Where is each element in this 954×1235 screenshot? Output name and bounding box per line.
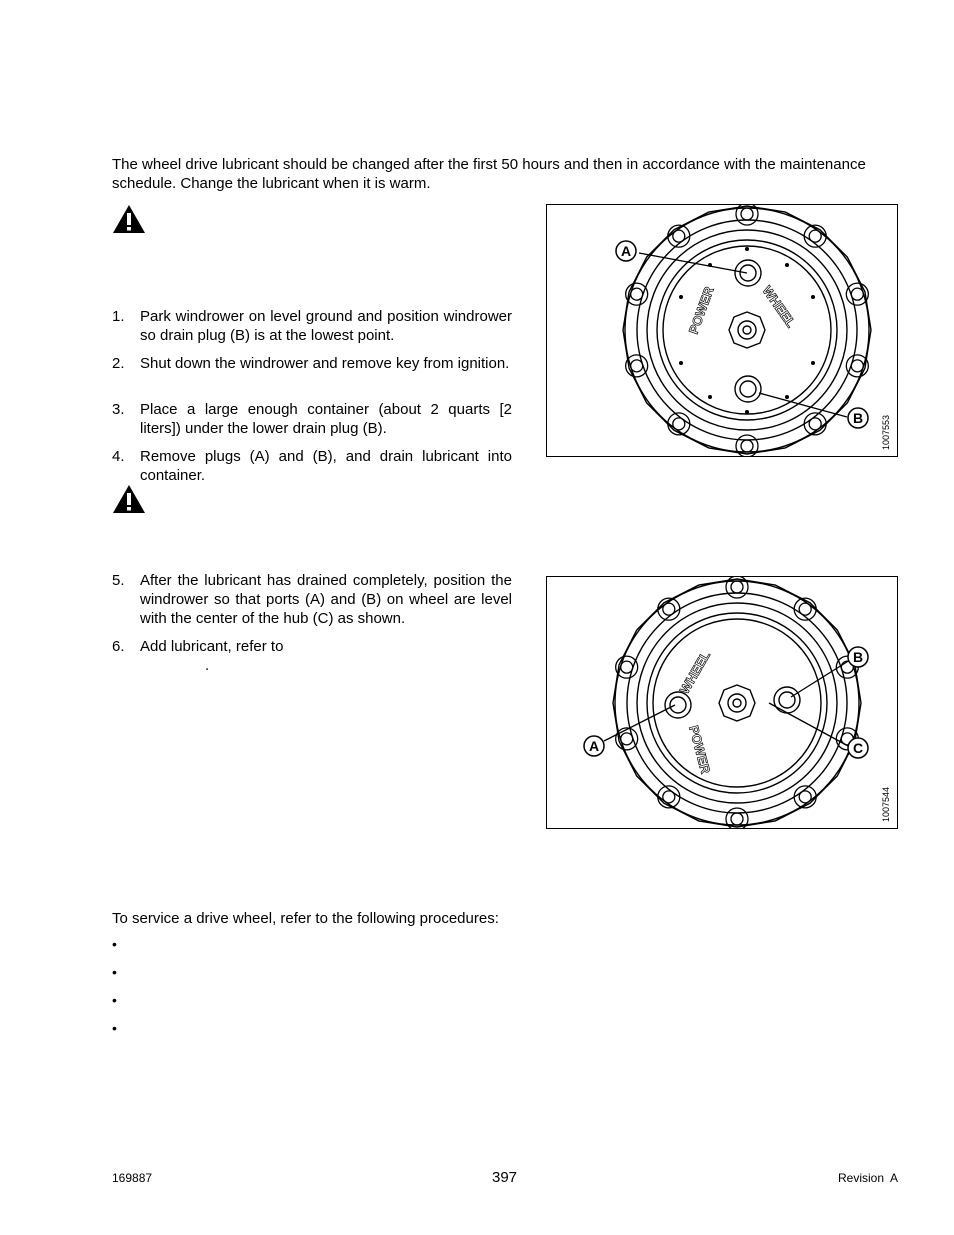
step-5 [112,571,512,628]
warning-icon [112,484,146,514]
wheel-hub-illustration [547,205,897,456]
hub-text-power: POWER [686,723,714,776]
callout-b: B [852,649,864,665]
callout-a: A [588,738,600,754]
step-text: Add lubricant, refer to [140,638,284,655]
step-text: Park windrower on level ground and position windrower so drain plug (B) is at the lowest point. [140,308,512,344]
step-number: 4. [112,448,125,465]
step-text: Remove plugs (A) and (B), and drain lubricant into container. [140,448,512,484]
list-bullet: • [112,992,117,1008]
hub-text-power: POWER [685,284,717,337]
figure-2 [546,576,898,829]
service-intro: To service a drive wheel, refer to the following procedures: [112,910,499,927]
wheel-hub-illustration [547,577,897,828]
step-number: 1. [112,308,125,325]
hub-text-wheel: WHEEL [676,648,714,697]
figure-id: 1007553 [881,414,891,450]
step-2 [112,354,512,373]
step-3 [112,400,512,438]
step-number: 3. [112,401,125,418]
callout-a: A [620,243,632,259]
hub-text-wheel: WHEEL [759,283,799,331]
step-1 [112,307,512,345]
list-bullet: • [112,936,117,952]
step-6 [112,637,512,656]
list-bullet: • [112,1020,117,1036]
step-text: After the lubricant has drained completely, position the windrower so that ports (A) and (B) on wheel are level with the center of the hub (C) as shown. [140,572,512,627]
step-text: Place a large enough container (about 2 quarts [2 liters]) under the lower drain plug (B). [140,401,512,437]
callout-b: B [852,410,864,426]
step-number: 6. [112,638,125,655]
step-6-tail: . [205,657,210,674]
step-number: 5. [112,572,125,589]
figure-1 [546,204,898,457]
step-text: Shut down the windrower and remove key from ignition. [140,355,510,372]
figure-id: 1007544 [881,786,891,822]
step-4 [112,447,512,485]
warning-icon [112,204,146,234]
footer-revision: Revision A [838,1171,899,1185]
callout-c: C [852,740,864,756]
list-bullet: • [112,964,117,980]
intro-paragraph: The wheel drive lubricant should be changed after the first 50 hours and then in accordance with the maintenance schedule. Change the lubricant when it is warm. [112,156,866,192]
footer-doc-number: 169887 [112,1171,153,1185]
step-number: 2. [112,355,125,372]
footer-page-number: 397 [492,1169,518,1186]
